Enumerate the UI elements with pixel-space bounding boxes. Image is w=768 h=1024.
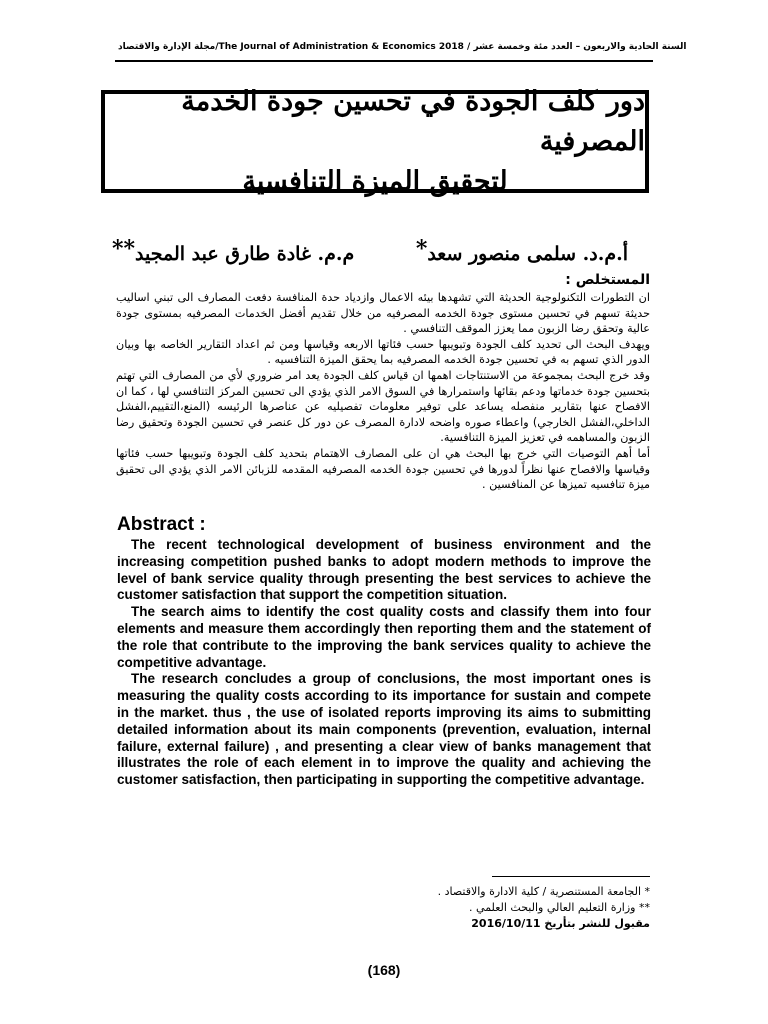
acceptance-date: 2016/10/11 [471,917,541,930]
english-abstract-paragraph: The recent technological development of business environment and the increasing competition pushed banks to adopt modern methods to improve the level of bank service quality through presenting the best services to achieve the customer satisfaction that support the competition situation. [117,537,651,603]
paper-title-line-2: لتحقيق الميزة التنافسية [242,165,508,197]
author-2-name: م.م. غادة طارق عبد المجيد [135,243,355,265]
footnote-affiliation-2: ** وزارة التعليم العالي والبحث العلمي . [469,901,650,914]
footnote-affiliation-1: * الجامعة المستنصرية / كلية الادارة والاقتصاد . [437,885,650,898]
arabic-abstract-paragraph: ويهدف البحث الى تحديد كلف الجودة وتبويبها حسب فئاتها الاربعه وقياسها ومن ثم اعداد التقارير الخاصه بها وبيان الدور الذي تسهم به في تحسين جودة الخدمه المصرفيه بما يحقق الميزة التنافسيه . [116,337,650,367]
arabic-abstract-body [116,290,650,493]
english-abstract-body [117,537,651,789]
authors [112,236,628,266]
english-abstract-paragraph: The research concludes a group of conclusions, the most important ones is measuring the quality costs according to its importance for sustain and compete in the market. thus , the use of isolated reports improving its aims to submitting detailed information about its main components (prevention, evaluation, internal failure, external failure) , and presenting a clear view of banks management that illustrates the role of each element in to improve the quality and achieving the customer satisfaction, then participating in supporting the competitive advantage. [117,671,651,788]
paper-title-line-1: دور كلف الجودة في تحسين جودة الخدمة المصرفية [181,85,645,157]
author-2-mark: ** [112,236,136,262]
acceptance-note [350,916,650,932]
arabic-abstract-paragraph: ان التطورات التكنولوجية الحديثة التي تشهدها بيئه الاعمال وازدياد حدة المنافسة دفعت المصارف الى تبني اساليب حديثة تسهم في تحسين مستوى جودة الخدمه المصرفيه من خلال تقديم أفضل الخدمات المصرفيه بمستوى جودة عالية وتحقق رضا الزبون مما يعزز الموقف التنافسي . [116,291,650,336]
footnotes [350,884,650,932]
english-abstract-paragraph: The search aims to identify the cost quality costs and classify them into four elements and measure them accordingly then reporting them and the statement of the role that contribute to the improving the bank services quality to achieve the competitive advantage. [117,604,651,670]
journal-header: مجلة الإدارة والاقتصاد/The Journal of Administration & Economics السنة الحادية والاربعون – العدد مئة وخمسة عشر / 2018 [118,42,687,52]
arabic-abstract-heading: المستخلص : [565,272,650,288]
title-box [101,85,649,197]
footnote-rule [492,876,650,877]
arabic-abstract-paragraph: وقد خرج البحث بمجموعة من الاستنتاجات اهمها ان قياس كلف الجودة يعد امر ضروري لأي من المصارف التي تهتم بتحسين جودة خدماتها ودعم بقائها واستمرارها في السوق الامر الذي يؤدي الى تحسين المركز التنافسي لها ، كما ان الافصاح عنها بتقارير منفصله يساعد على توفير معلومات تفصيليه عن عناصرها الرئيسه (المنع،التقييم،الفشل الداخلي،الفشل الخارجي) واعطاء صوره واضحه لادارة المصرف عن دور كل عنصر في تحسين الجودة وتحقيق رضا الزبون والمساهمه في تعزيز الميزة التنافسية. [116,368,650,445]
author-1-name: أ.م.د. سلمى منصور سعد [427,243,628,265]
page-number: (168) [367,962,401,978]
author-1-mark: * [415,236,428,262]
acceptance-label: مقبول للنشر بتأريخ [544,917,650,930]
arabic-abstract-paragraph: أما أهم التوصيات التي خرج بها البحث هي ان على المصارف الاهتمام بتحديد كلف الجودة وتبويبها حسب فئاتها وقياسها والافصاح عنها نظراً لدورها في تحسين جودة الخدمه المصرفيه المقدمه للزبائن الامر الذي يؤدي الى تحقيق ميزة تنافسيه تميزها عن المنافسين . [116,446,650,492]
english-abstract-heading: Abstract : [117,514,206,535]
author-2 [112,236,354,265]
author-1 [416,236,628,265]
header-rule [115,60,653,62]
